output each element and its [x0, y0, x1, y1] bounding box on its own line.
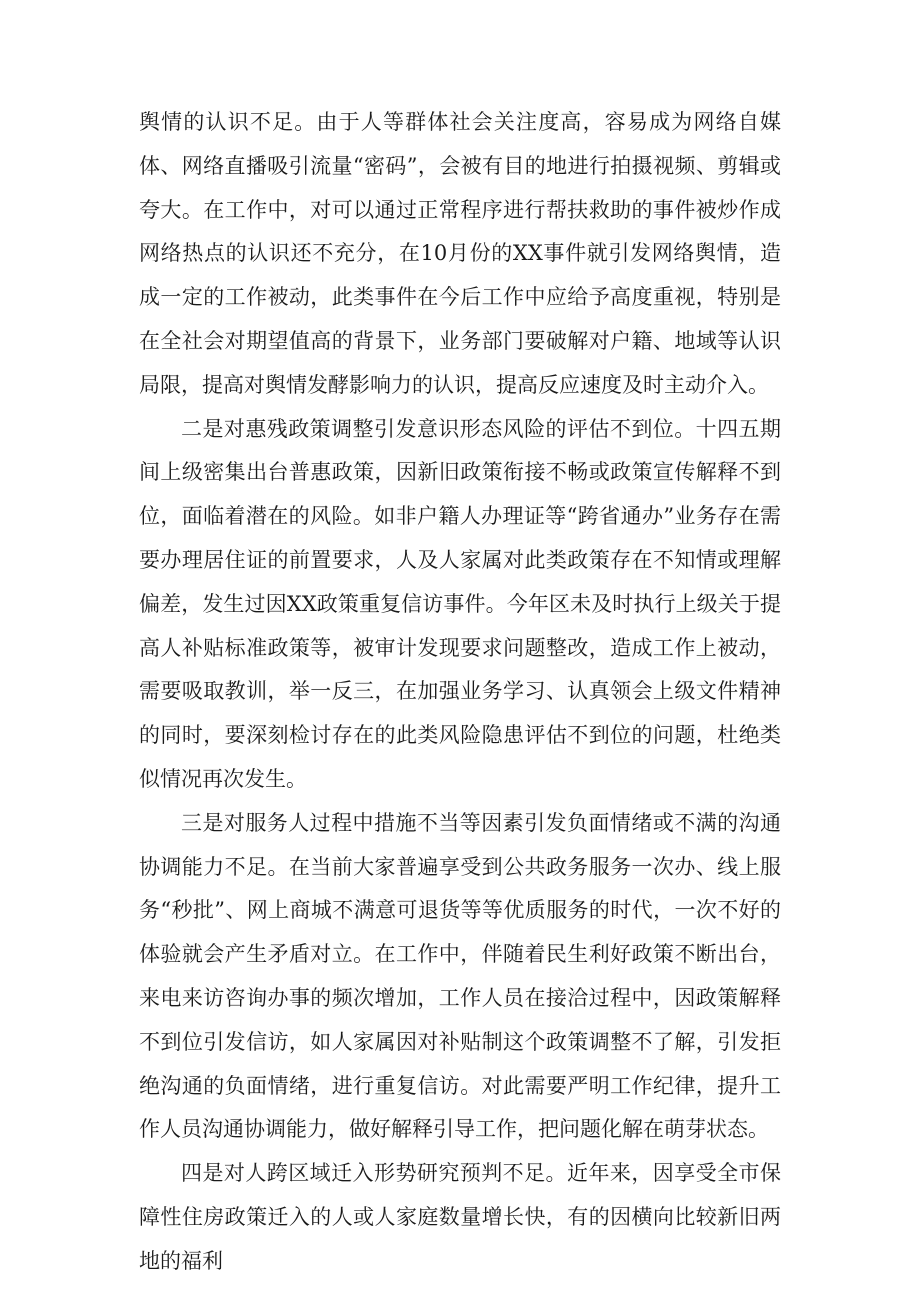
paragraph-point-four: 四是对人跨区域迁入形势研究预判不足。近年来，因享受全市保障性住房政策迁入的人或人家庭数量增长快，有的因横向比较新旧两地的福利: [139, 1161, 781, 1273]
paragraph-point-three: 三是对服务人过程中措施不当等因素引发负面情绪或不满的沟通协调能力不足。在当前大家普遍享受到公共政务服务一次办、线上服务“秒批”、网上商城不满意可退货等等优质服务的时代，一次不好的体验就会产生矛盾对立。在工作中，伴随着民生利好政策不断出台，来电来访咨询办事的频次增加，工作人员在接洽过程中，因政策解释不到位引发信访，如人家属因对补贴制这个政策调整不了解，引发拒绝沟通的负面情绪，进行重复信访。对此需要严明工作纪律，提升工作人员沟通协调能力，做好解释引导工作，把问题化解在萌芽状态。: [139, 810, 781, 1142]
paragraph-continued: 舆情的认识不足。由于人等群体社会关注度高，容易成为网络自媒体、网络直播吸引流量“密码”，会被有目的地进行拍摄视频、剪辑或夸大。在工作中，对可以通过正常程序进行帮扶救助的事件被炒作成网络热点的认识还不充分，在10月份的XX事件就引发网络舆情，造成一定的工作被动，此类事件在今后工作中应给予高度重视，特别是在全社会对期望值高的背景下，业务部门要破解对户籍、地域等认识局限，提高对舆情发酵影响力的认识，提高反应速度及时主动介入。: [139, 110, 781, 397]
document-body: [139, 101, 781, 1284]
paragraph-point-two: 二是对惠残政策调整引发意识形态风险的评估不到位。十四五期间上级密集出台普惠政策，因新旧政策衔接不畅或政策宣传解释不到位，面临着潜在的风险。如非户籍人办理证等“跨省通办”业务存在需要办理居住证的前置要求，人及人家属对此类政策存在不知情或理解偏差，发生过因XX政策重复信访事件。今年区未及时执行上级关于提高人补贴标准政策等，被审计发现要求问题整改，造成工作上被动，需要吸取教训，举一反三，在加强业务学习、认真领会上级文件精神的同时，要深刻检讨存在的此类风险隐患评估不到位的问题，杜绝类似情况再次发生。: [139, 416, 781, 791]
